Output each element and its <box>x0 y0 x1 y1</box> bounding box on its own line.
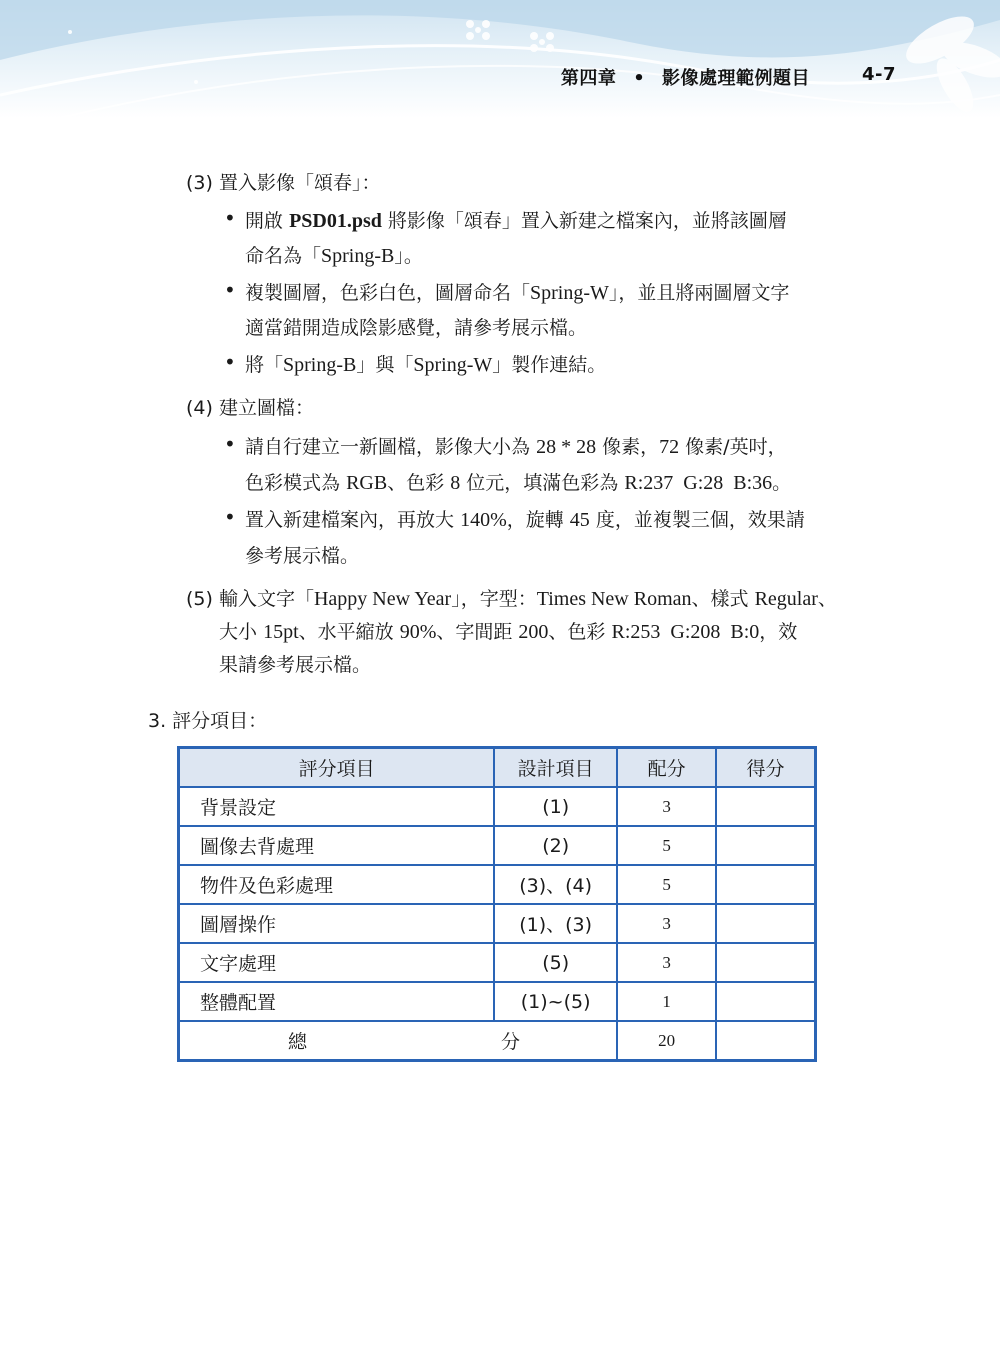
item-cell: 圖層操作 <box>179 904 495 943</box>
file-name: PSD01.psd <box>289 210 382 232</box>
page-header-band <box>0 0 1000 118</box>
design-cell: (1) <box>494 787 617 826</box>
table-header-row <box>179 748 816 788</box>
text: 、色彩 <box>387 472 445 494</box>
text: 度，並複製三個，效果請 <box>595 509 805 531</box>
font-style: Regular <box>754 588 818 610</box>
header-cell: 設計項目 <box>494 748 617 788</box>
item-cell: 圖像去背處理 <box>179 826 495 865</box>
text: 大小 <box>219 621 258 643</box>
text: 將影像「頌春」置入新建之檔案內，並將該圖層 <box>387 210 787 232</box>
bullet-dot: • <box>224 505 236 529</box>
text: ，旋轉 <box>506 509 564 531</box>
text: 」製作連結。 <box>492 354 607 376</box>
table-row <box>179 982 816 1021</box>
image-size: 28 * 28 <box>536 436 597 458</box>
item-cell: 物件及色彩處理 <box>179 865 495 904</box>
header-cell: 評分項目 <box>179 748 495 788</box>
item5-line1 <box>186 584 837 611</box>
item4-number: (4) <box>186 397 213 419</box>
item5-number: (5) <box>186 588 213 610</box>
input-text: Happy New Year <box>313 588 452 610</box>
text: 」。 <box>394 245 423 267</box>
text: 位元，填滿色彩為 <box>466 472 619 494</box>
got-cell[interactable] <box>716 787 815 826</box>
layer-name: Spring-W <box>530 282 609 304</box>
item5-line2 <box>219 617 797 644</box>
table-row <box>179 865 816 904</box>
got-cell[interactable] <box>716 982 815 1021</box>
item3-bullet3 <box>245 350 606 377</box>
header-decoration <box>0 0 1000 118</box>
chapter-label: 第四章 <box>560 68 617 89</box>
design-cell: (5) <box>494 943 617 982</box>
section-label: 影像處理範例題目 <box>662 68 810 89</box>
score-cell: 5 <box>617 826 716 865</box>
text: 開啟 <box>245 210 284 232</box>
page-number: 4-7 <box>861 64 896 85</box>
text: 像素/英吋， <box>685 436 787 458</box>
design-cell: (1)~(5) <box>494 982 617 1021</box>
bullet-dot: • <box>224 350 236 374</box>
layer-name: Spring-W <box>413 354 493 376</box>
header-cell: 得分 <box>716 748 815 788</box>
total-label-a: 總 <box>288 1031 308 1053</box>
score-cell: 5 <box>617 865 716 904</box>
item3-bullet1-line2 <box>245 241 423 268</box>
design-cell: (2) <box>494 826 617 865</box>
bit-depth: 8 <box>450 472 461 494</box>
got-cell[interactable] <box>716 826 815 865</box>
item-cell: 文字處理 <box>179 943 495 982</box>
score-cell: 3 <box>617 904 716 943</box>
bullet-dot: • <box>224 206 236 230</box>
separator-dot: • <box>633 68 646 89</box>
scale-value: 140% <box>460 509 507 531</box>
item4-title: 建立圖檔： <box>218 397 314 419</box>
item3-bullet2-line2: 適當錯開造成陰影感覺，請參考展示檔。 <box>245 317 588 339</box>
horizontal-scale: 90% <box>399 621 437 643</box>
score-cell: 3 <box>617 787 716 826</box>
text: 置入新建檔案內，再放大 <box>245 509 455 531</box>
font-name: Times New Roman <box>536 588 692 610</box>
item-cell: 整體配置 <box>179 982 495 1021</box>
got-cell[interactable] <box>716 943 815 982</box>
item3-bullet1-line1 <box>245 206 787 233</box>
text-color: R:253 G:208 B:0 <box>611 621 760 643</box>
text: 、 <box>817 588 837 610</box>
design-cell: (3)、(4) <box>494 865 617 904</box>
tracking-value: 200 <box>518 621 549 643</box>
resolution: 72 <box>659 436 680 458</box>
text: 將「 <box>245 354 284 376</box>
text: ，效 <box>759 621 798 643</box>
scoring-table <box>177 746 817 1062</box>
table-row <box>179 943 816 982</box>
rotation-value: 45 <box>569 509 590 531</box>
total-score-cell: 20 <box>617 1021 716 1061</box>
bullet-dot: • <box>224 278 236 302</box>
text: 」，並且將兩圖層文字 <box>608 282 790 304</box>
text: 」與「 <box>356 354 414 376</box>
item4-bullet2-line2: 參考展示檔。 <box>245 545 360 567</box>
text: 、水平縮放 <box>298 621 394 643</box>
header-cell: 配分 <box>617 748 716 788</box>
score-cell: 1 <box>617 982 716 1021</box>
item-cell: 背景設定 <box>179 787 495 826</box>
item4-bullet1-line2 <box>245 468 791 495</box>
item3-bullet2-line1 <box>245 278 789 305</box>
text: 、色彩 <box>548 621 606 643</box>
total-label-cell <box>179 1021 618 1061</box>
text: 複製圖層，色彩白色，圖層命名「 <box>245 282 531 304</box>
font-size-value: 15pt <box>263 621 299 643</box>
layer-name: Spring-B <box>283 354 357 376</box>
section-title: 3. 評分項目： <box>148 710 268 732</box>
item3-heading <box>186 168 380 195</box>
table-row <box>179 904 816 943</box>
item3-number: (3) <box>186 172 213 194</box>
bullet-dot: • <box>224 432 236 456</box>
table-row <box>179 826 816 865</box>
running-head <box>561 64 810 90</box>
text: 、樣式 <box>691 588 749 610</box>
item5-line3: 果請參考展示檔。 <box>219 654 372 676</box>
color-mode: RGB <box>346 472 388 494</box>
total-got-cell[interactable] <box>716 1021 815 1061</box>
fill-color: R:237 G:28 B:36 <box>624 472 773 494</box>
item4-bullet2-line1 <box>245 505 805 532</box>
design-cell: (1)、(3) <box>494 904 617 943</box>
got-cell[interactable] <box>716 865 815 904</box>
text: 、字間距 <box>436 621 513 643</box>
layer-name: Spring-B <box>321 245 395 267</box>
text: 」，字型： <box>451 588 537 610</box>
text: 命名為「 <box>245 245 322 267</box>
total-row <box>179 1021 816 1061</box>
text: 請自行建立一新圖檔，影像大小為 <box>245 436 531 458</box>
item4-bullet1-line1 <box>245 432 787 459</box>
got-cell[interactable] <box>716 904 815 943</box>
text: 色彩模式為 <box>245 472 341 494</box>
text: 輸入文字「 <box>218 588 314 610</box>
item3-title: 置入影像「頌春」： <box>218 172 381 194</box>
score-cell: 3 <box>617 943 716 982</box>
total-label-b: 分 <box>501 1031 521 1053</box>
table-row <box>179 787 816 826</box>
item4-heading <box>186 393 314 420</box>
text: 。 <box>772 472 792 494</box>
text: 像素， <box>602 436 660 458</box>
